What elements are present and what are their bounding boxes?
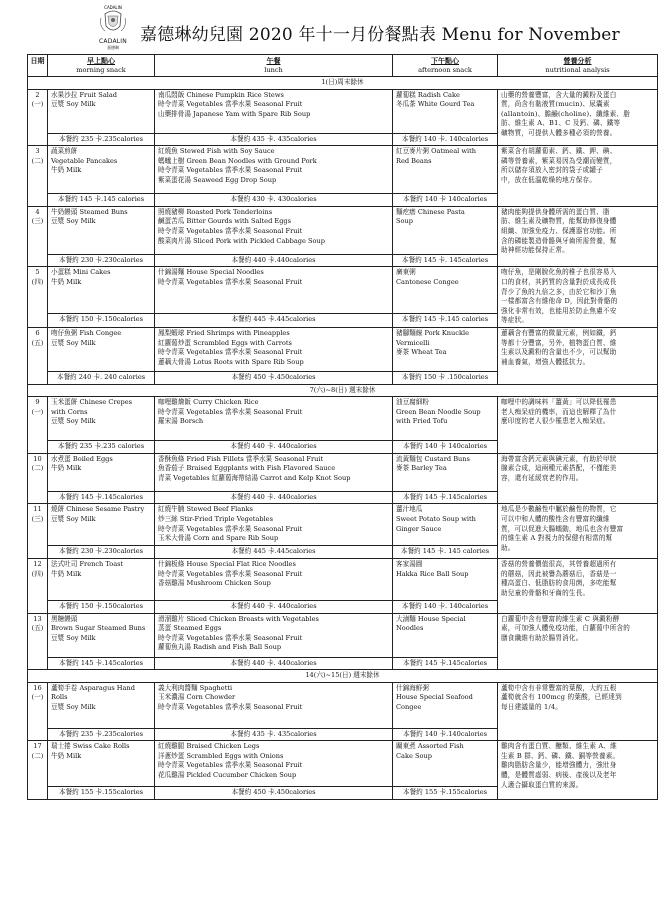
day-cell — [28, 453, 48, 504]
morning-calories: 本餐約 240 卡. 240 calories — [48, 371, 155, 384]
lunch-cell — [155, 397, 393, 441]
lunch-item: 玉米大骨湯 Corn and Spare Rib Soup — [158, 534, 279, 543]
week-separator-row — [28, 77, 658, 90]
morning-calories: 本餐約 235 卡.235 calories — [48, 441, 155, 454]
lunch-item: 時令青菜 Vegetables 當季水果 Seasonal Fruit — [158, 569, 303, 578]
lunch-cell — [155, 206, 393, 254]
morning-item: 豆漿 Soy Milk — [51, 217, 96, 226]
day-date: 4 — [35, 207, 40, 216]
day-row — [28, 206, 658, 254]
lunch-item: 紅燒牛腩 Stewed Beef Flanks — [158, 505, 253, 514]
morning-calories: 本餐約 235 卡.235calories — [48, 728, 155, 741]
day-row — [28, 558, 658, 600]
lunch-item: 香菇雞湯 Mushroom Chicken Soup — [158, 579, 271, 588]
nutrition-line: 組織、加強免疫力、保護器官功能。所 — [501, 226, 617, 235]
afternoon-item: 流黃麵包 Custard Buns — [396, 454, 470, 463]
logo-subtext: 嘉德琳 — [107, 45, 119, 50]
day-date: 13 — [33, 614, 42, 623]
page-title: 嘉德琳幼兒園 2020 年十一月份餐點表 Menu for November — [140, 25, 620, 45]
nutrition-line: 可以中和人體的酸性含有豐富的纖維 — [501, 514, 610, 523]
lunch-item: 時令青菜 Vegetables 當季水果 Seasonal Fruit — [158, 633, 303, 642]
lunch-calories: 本餐約 440 卡. 440calories — [155, 441, 393, 454]
nutrition-line: 中，放在低溫乾燥的地方保存。 — [501, 175, 597, 184]
morning-item: 牛奶饅頭 Steamed Buns — [51, 207, 128, 216]
lunch-item: 螞蟻上樹 Green Bean Noodles with Ground Pork — [158, 156, 317, 165]
morning-snack-cell — [48, 327, 155, 371]
morning-item: 黑糖饅頭 — [51, 614, 78, 623]
lunch-item: 時令青菜 Vegetables 當季水果 Seasonal Fruit — [158, 100, 303, 109]
lunch-item: 紅燒雞腿 Braised Chicken Legs — [158, 742, 260, 751]
nutrition-line: 生素 B 群、鈣、磷、鐵、銅等營養素。 — [501, 751, 620, 760]
day-row — [28, 453, 658, 491]
afternoon-item: 蘿蔔糕 Radish Cake — [396, 90, 460, 99]
afternoon-calories: 本餐約 140 卡. 140calories — [393, 133, 498, 146]
nutrition-cell — [498, 267, 658, 328]
nutrition-line: 吻仔魚，是剛脫化魚的稚子也很容易入 — [501, 268, 617, 277]
day-row — [28, 397, 658, 441]
morning-item: 豆漿 Soy Milk — [51, 417, 96, 426]
lunch-item: 香酥魚條 Fried Fish Fillets 當季水果 Seasonal Fruit — [158, 454, 324, 463]
lunch-item: 照燒豬柳 Roasted Pork Tenderloins — [158, 207, 273, 216]
nutrition-line: 麼印度的老人很少罹患老人痴呆症。 — [501, 417, 610, 426]
nutrition-cell — [498, 327, 658, 384]
afternoon-item: Ginger Sauce — [396, 524, 442, 533]
nutrition-line: 口的食材，其鈣質的含量對於成長成長 — [501, 277, 617, 286]
nutrition-line: 助神經功能保持正常。 — [501, 246, 569, 255]
nutrition-line: 咖哩中的調味料「薑黃」可以降低罹患 — [501, 398, 617, 407]
lunch-item: 炒三絲 Stir-Fried Triple Vegetables — [158, 514, 273, 523]
day-cell — [28, 146, 48, 207]
day-cell — [28, 89, 48, 146]
afternoon-item: 麥茶 Wheat Tea — [396, 348, 447, 357]
nutrition-line: 蓮藕含有豐富的微量元素，例如鐵，鈣 — [501, 328, 617, 337]
nutrition-line: 礦物質，可提供人體多種必須的營養。 — [501, 128, 617, 137]
header-row — [28, 55, 658, 77]
lunch-cell — [155, 682, 393, 728]
lunch-item: 洋蔥炒蛋 Scrambled Eggs with Onions — [158, 751, 284, 760]
nutrition-line: 體，是體質虛弱、病後、產後以及老年 — [501, 771, 617, 780]
morning-snack-cell — [48, 504, 155, 546]
lunch-cell — [155, 504, 393, 546]
day-date: 3 — [35, 147, 40, 156]
lunch-item: 義大利肉醬麵 Spaghetti — [158, 683, 233, 692]
nutrition-cell — [498, 397, 658, 454]
lunch-item: 紫菜蛋花湯 Seaweed Egg Drop Soup — [158, 175, 277, 184]
morning-item: 水果沙拉 Fruit Salad — [51, 90, 118, 99]
nutrition-line: 老人痴呆症的機率，而這也解釋了為什 — [501, 407, 617, 416]
nutrition-line: 含的磷能製造骨骼與牙齒所需營養，幫 — [501, 236, 617, 245]
lunch-item: 紅燒魚 Stewed Fish with Soy Sauce — [158, 147, 275, 156]
afternoon-item: Cantonese Congee — [396, 277, 459, 286]
lunch-calories: 本餐約 450 卡.450calories — [155, 371, 393, 384]
afternoon-calories: 本餐約 140 卡.140calories — [393, 728, 498, 741]
day-weekday: (五) — [31, 338, 44, 347]
day-date: 10 — [33, 454, 42, 463]
afternoon-item: 廣東粥 — [396, 268, 416, 277]
nutrition-line: 所以儲存須放入密封的袋子或罐子 — [501, 166, 603, 175]
lunch-item: 時令青菜 Vegetables 當季水果 Seasonal Fruit — [158, 524, 303, 533]
day-cell — [28, 741, 48, 800]
morning-item: Vegetable Pancakes — [51, 156, 118, 165]
day-row — [28, 327, 658, 371]
nutrition-line: 助兒童的骨骼和牙齒的生長。 — [501, 588, 590, 597]
morning-snack-cell — [48, 89, 155, 133]
nutrition-line: 山藥的營養豐富，含大量的澱粉及蛋白 — [501, 90, 617, 99]
logo-brand: CADALIN — [99, 38, 127, 45]
afternoon-item: 大滷麵 House Special — [396, 614, 466, 623]
nutrition-line: 生素以及澱粉的含量也不少，可以幫助 — [501, 348, 617, 357]
afternoon-snack-cell — [393, 504, 498, 546]
morning-calories: 本餐約 145 卡.145 calories — [48, 194, 155, 207]
afternoon-snack-cell — [393, 397, 498, 441]
morning-item: 豆漿 Soy Milk — [51, 100, 96, 109]
afternoon-snack-cell — [393, 613, 498, 657]
afternoon-item: with Fried Tofu — [396, 417, 448, 426]
lunch-item: 南瓜悶飯 Chinese Pumpkin Rice Stews — [158, 90, 284, 99]
lunch-calories: 本餐約 445 卡.445calories — [155, 313, 393, 327]
afternoon-item: Sweet Potato Soup with — [396, 514, 476, 523]
lunch-item: 時令青菜 Vegetables 當季水果 Seasonal Fruit — [158, 226, 303, 235]
morning-item: 吻仔魚粥 Fish Congee — [51, 328, 122, 337]
lunch-calories: 本餐約 445 卡.445calories — [155, 546, 393, 559]
nutrition-line: 肪、維生素及礦物質，能幫助修復身體 — [501, 217, 617, 226]
lunch-item: 紅蘿蔔炒蛋 Scrambled Eggs with Carrots — [158, 338, 292, 347]
morning-snack-cell — [48, 558, 155, 600]
nutrition-cell — [498, 558, 658, 613]
morning-item: 法式吐司 French Toast — [51, 559, 124, 568]
nutrition-cell — [498, 504, 658, 559]
lunch-calories: 本餐約 435 卡. 435calories — [155, 133, 393, 146]
lunch-cell — [155, 613, 393, 657]
nutrition-line: 一樣都富含有維他命 D，因此對骨骼的 — [501, 297, 618, 306]
day-row — [28, 613, 658, 657]
lunch-item: 時令青菜 Vegetables 當季水果 Seasonal Fruit — [158, 277, 303, 286]
day-weekday: (三) — [31, 514, 44, 523]
logo-top-text: CADALIN — [104, 5, 122, 10]
nutrition-line: 白蘿蔔中含有豐富的維生素 C 與澱粉酵 — [501, 614, 620, 623]
afternoon-item: Hakka Rice Ball Soup — [396, 569, 469, 578]
afternoon-item: 麥茶 Barley Tea — [396, 464, 447, 473]
lunch-item: 酸菜肉片湯 Sliced Pork with Pickled Cabbage Soup — [158, 236, 325, 245]
week-separator-row — [28, 670, 658, 683]
morning-item: 蘆筍手卷 Asparagus Hand — [51, 683, 135, 692]
afternoon-snack-cell — [393, 682, 498, 728]
nutrition-line: 等症狀。 — [501, 316, 529, 325]
lunch-item: 時令青菜 Vegetables 當季水果 Seasonal Fruit — [158, 407, 303, 416]
nutrition-line: 每日建議量的 1/4。 — [501, 702, 563, 711]
lunch-item: 滑溜雞片 Sliced Chicken Breasts with Vegetables — [158, 614, 319, 623]
morning-item: 燒餅 Chinese Sesame Pastry — [51, 505, 145, 514]
morning-item: 水煮蛋 Boiled Eggs — [51, 454, 113, 463]
day-weekday: (二) — [31, 464, 44, 473]
nutrition-line: 雞肉脂肪含量少，能增強體力，強壯身 — [501, 761, 617, 770]
nutrition-line: 磷等營養素，紫菜易因為受潮而變質， — [501, 156, 617, 165]
afternoon-calories: 本餐約 155 卡.155calories — [393, 787, 498, 800]
morning-snack-cell — [48, 682, 155, 728]
morning-item: 瑞士捲 Swiss Cake Rolls — [51, 742, 130, 751]
day-cell — [28, 397, 48, 454]
nutrition-cell — [498, 206, 658, 267]
lunch-calories: 本餐約 430 卡. 430calories — [155, 194, 393, 207]
nutrition-line: 種高蛋白、低脂肪的食用菌，多吃能幫 — [501, 579, 617, 588]
lunch-item: 花瓜雞湯 Pickled Cucumber Chicken Soup — [158, 771, 297, 780]
morning-header: 早上點心 morning snack — [48, 55, 155, 77]
lunch-calories: 本餐約 440 卡. 440calories — [155, 657, 393, 670]
nutrition-line: 豬肉能夠提供身體所需的蛋白質、脂 — [501, 207, 610, 216]
day-weekday: (二) — [31, 751, 44, 760]
afternoon-calories: 本餐約 145 卡.145 calories — [393, 313, 498, 327]
nutrition-line: 助。 — [501, 543, 515, 552]
afternoon-calories: 本餐約 150 卡 .150calories — [393, 371, 498, 384]
day-cell — [28, 682, 48, 741]
lunch-item: 時令青菜 Vegetables 當季水果 Seasonal Fruit — [158, 761, 303, 770]
lunch-item: 蘿蔔魚丸湯 Radish and Fish Ball Soup — [158, 643, 282, 652]
morning-item: 蔬菜煎餅 — [51, 147, 78, 156]
morning-calories: 本餐約 155 卡.155calories — [48, 787, 155, 800]
nutrition-line: 背少了魚的九倍之多，由於它和沙丁魚 — [501, 287, 617, 296]
lunch-header: 午餐 lunch — [155, 55, 393, 77]
afternoon-calories: 本餐約 145 卡.145calories — [393, 657, 498, 670]
lunch-item: 時令青菜 Vegetables 當季水果 Seasonal Fruit — [158, 348, 303, 357]
day-weekday: (一) — [31, 100, 44, 109]
afternoon-item: Congee — [396, 702, 422, 711]
morning-calories: 本餐約 230 卡.230calories — [48, 546, 155, 559]
afternoon-snack-cell — [393, 558, 498, 600]
lunch-calories: 本餐約 440 卡.440calories — [155, 254, 393, 267]
afternoon-calories: 本餐約 145 卡. 145 calories — [393, 546, 498, 559]
week-separator: 7(六)~8(日) 週末餘休 — [28, 384, 658, 397]
afternoon-header: 下午點心 afternoon snack — [393, 55, 498, 77]
lunch-cell — [155, 327, 393, 371]
morning-item: with Corns — [51, 407, 88, 416]
nutrition-line: 肪、維生素 A、B1、C 及鈣、磷、鐵等 — [501, 119, 621, 128]
afternoon-snack-cell — [393, 89, 498, 133]
morning-calories: 本餐約 145 卡.145calories — [48, 491, 155, 504]
lunch-item: 時令青菜 Vegetables 當季水果 Seasonal Fruit — [158, 166, 303, 175]
morning-item: Rolls — [51, 693, 68, 702]
afternoon-item: 客家湯圓 — [396, 559, 423, 568]
afternoon-item: Vermicelli — [396, 338, 430, 347]
nutrition-line: 質，尚含有黏液質(mucin)、尿囊素 — [501, 100, 610, 109]
lunch-item: 魚香茄子 Braised Eggplants with Fish Flavored Sauce — [158, 464, 336, 473]
day-date: 5 — [35, 268, 40, 277]
afternoon-calories: 本餐約 145 卡. 145calories — [393, 254, 498, 267]
nutrition-cell — [498, 453, 658, 504]
date-header: 日期 — [28, 55, 48, 77]
day-date: 12 — [33, 559, 42, 568]
lunch-item: 什錦湯麵 House Special Noodles — [158, 268, 264, 277]
day-row — [28, 89, 658, 133]
nutrition-line: 紫菜含有胡蘿蔔素、鈣、鐵、鉀、碘、 — [501, 147, 617, 156]
day-cell — [28, 327, 48, 384]
morning-item: 牛奶 Milk — [51, 166, 82, 175]
morning-calories: 本餐約 145 卡.145calories — [48, 657, 155, 670]
morning-item: Brown Sugar Steamed Buns — [51, 624, 146, 633]
morning-snack-cell — [48, 453, 155, 491]
nutrition-header: 營養分析 nutritional analysis — [498, 55, 658, 77]
morning-item: 玉米蛋餅 Chinese Crepes — [51, 398, 133, 407]
nutrition-line: 膳食纖維有助於腸胃消化。 — [501, 633, 583, 642]
afternoon-item: 油豆腐細粉 — [396, 398, 429, 407]
day-row — [28, 146, 658, 194]
day-cell — [28, 504, 48, 559]
nutrition-line: 強化非常有效，也能用於防止焦慮不安 — [501, 306, 617, 315]
morning-item: 豆漿 Soy Milk — [51, 633, 96, 642]
day-date: 2 — [35, 90, 40, 99]
day-date: 16 — [33, 683, 42, 692]
morning-snack-cell — [48, 613, 155, 657]
day-cell — [28, 613, 48, 670]
menu-table — [27, 54, 658, 800]
lunch-calories: 本餐約 450 卡.450calories — [155, 787, 393, 800]
morning-calories: 本餐約 235 卡.235calories — [48, 133, 155, 146]
week-separator: 14(六)~15(日) 週末餘休 — [28, 670, 658, 683]
nutrition-line: 香菇的營養價值很高，其營養超過所有 — [501, 559, 617, 568]
header — [0, 0, 670, 54]
afternoon-snack-cell — [393, 267, 498, 314]
morning-snack-cell — [48, 397, 155, 441]
afternoon-snack-cell — [393, 453, 498, 491]
morning-calories: 本餐約 230 卡.230calories — [48, 254, 155, 267]
nutrition-line: 蘆筍中含有非常豐富的葉酸，大約五根 — [501, 683, 617, 692]
day-weekday: (四) — [31, 569, 44, 578]
day-weekday: (一) — [31, 693, 44, 702]
afternoon-calories: 本餐約 140 卡. 140calories — [393, 600, 498, 613]
nutrition-line: 蘆筍就含有 100mcg 的葉酸，已經達到 — [501, 693, 622, 702]
afternoon-item: Cake Soup — [396, 751, 432, 760]
day-weekday: (三) — [31, 217, 44, 226]
afternoon-item: 薑汁地瓜 — [396, 505, 423, 514]
morning-snack-cell — [48, 146, 155, 194]
morning-snack-cell — [48, 267, 155, 314]
afternoon-item: Noodles — [396, 624, 424, 633]
morning-calories: 本餐約 150 卡.150calories — [48, 600, 155, 613]
nutrition-line: 的蘑菇，因此被譽為蘑菇后，香菇是一 — [501, 569, 617, 578]
nutrition-cell — [498, 741, 658, 800]
nutrition-line: (allantoin)、膽鹼(choline)、纖維素、脂 — [501, 109, 631, 118]
lunch-cell — [155, 453, 393, 491]
day-date: 11 — [33, 505, 42, 514]
nutrition-line: 質，可以促進大腸蠕動，地瓜也含有豐富 — [501, 524, 624, 533]
morning-item: 牛奶 Milk — [51, 277, 82, 286]
crest-icon — [93, 4, 133, 38]
lunch-item: 什錦板條 House Special Flat Rice Noodles — [158, 559, 296, 568]
lunch-item: 鳳梨蝦球 Fried Shrimps with Pineapples — [158, 328, 290, 337]
nutrition-line: 的維生素 A 對視力的保健有相當的幫 — [501, 534, 613, 543]
lunch-cell — [155, 146, 393, 194]
nutrition-line: 補血養氣，增強人體抵抗力。 — [501, 357, 590, 366]
day-cell — [28, 267, 48, 328]
day-weekday: (一) — [31, 407, 44, 416]
morning-snack-cell — [48, 741, 155, 787]
afternoon-item: Soup — [396, 217, 413, 226]
nutrition-line: 等都十分豐富，另外，植物蛋白質、維 — [501, 338, 617, 347]
nutrition-cell — [498, 613, 658, 670]
lunch-cell — [155, 558, 393, 600]
day-row — [28, 682, 658, 728]
lunch-calories: 本餐約 440 卡. 440calories — [155, 600, 393, 613]
lunch-cell — [155, 741, 393, 787]
nutrition-line: 腺素合成，這兩種元素搭配，不僅能美 — [501, 464, 617, 473]
afternoon-item: 紅豆麥片粥 Oatmeal with — [396, 147, 476, 156]
lunch-item: 時令青菜 Vegetables 當季水果 Seasonal Fruit — [158, 702, 303, 711]
day-row — [28, 504, 658, 546]
day-cell — [28, 206, 48, 267]
nutrition-line: 素，可加強人體免疫功能，白蘿蔔中所含的 — [501, 624, 631, 633]
lunch-item: 青菜 Vegetables 紅蘿蔔海帶結湯 Carrot and Kelp Knot Soup — [158, 473, 351, 482]
afternoon-calories: 本餐約 140 卡 140calories — [393, 441, 498, 454]
morning-snack-cell — [48, 206, 155, 254]
day-weekday: (四) — [31, 277, 44, 286]
afternoon-item: 什錦海鮮粥 — [396, 683, 429, 692]
afternoon-snack-cell — [393, 206, 498, 254]
morning-item: 小蛋糕 Mini Cakes — [51, 268, 111, 277]
nutrition-line: 雞肉含有蛋白質、醣類、維生素 A、維 — [501, 742, 617, 751]
day-weekday: (五) — [31, 624, 44, 633]
lunch-calories: 本餐約 435 卡. 435calories — [155, 728, 393, 741]
nutrition-line: 人適合攝取蛋白質的來源。 — [501, 780, 583, 789]
morning-item: 豆漿 Soy Milk — [51, 702, 96, 711]
day-weekday: (二) — [31, 156, 44, 165]
nutrition-line: 容，還有延緩衰老的作用。 — [501, 473, 583, 482]
lunch-item: 咖哩雞燴飯 Curry Chicken Rice — [158, 398, 259, 407]
day-cell — [28, 558, 48, 613]
morning-item: 牛奶 Milk — [51, 751, 82, 760]
day-date: 17 — [33, 742, 42, 751]
lunch-item: 蒸蛋 Steamed Eggs — [158, 624, 222, 633]
nutrition-line: 海帶富含鈣元素與碘元素，有助於甲狀 — [501, 454, 617, 463]
nutrition-line: 地瓜是少數鹼性中屬於鹼性的物質，它 — [501, 505, 617, 514]
nutrition-cell — [498, 682, 658, 741]
afternoon-item: 豬腳麵線 Pork Knuckle — [396, 328, 469, 337]
day-date: 9 — [35, 398, 40, 407]
day-row — [28, 267, 658, 314]
week-separator: 1(日)周末餘休 — [28, 77, 658, 90]
lunch-item: 羅宋湯 Borsch — [158, 417, 204, 426]
afternoon-snack-cell — [393, 327, 498, 371]
lunch-cell — [155, 89, 393, 133]
afternoon-item: 冬瓜茶 White Gourd Tea — [396, 100, 475, 109]
morning-item: 豆漿 Soy Milk — [51, 338, 96, 347]
morning-calories: 本餐約 150 卡.150calories — [48, 313, 155, 327]
week-separator-row — [28, 384, 658, 397]
afternoon-calories: 本餐約 145 卡.145calories — [393, 491, 498, 504]
afternoon-snack-cell — [393, 741, 498, 787]
day-row — [28, 741, 658, 787]
lunch-item: 玉米濃湯 Corn Chowder — [158, 693, 236, 702]
nutrition-cell — [498, 89, 658, 146]
lunch-item: 蓮藕大骨湯 Lotus Roots with Spare Rib Soup — [158, 357, 304, 366]
afternoon-item: 關東煮 Assorted Fish — [396, 742, 464, 751]
nutrition-cell — [498, 146, 658, 207]
morning-item: 牛奶 Milk — [51, 464, 82, 473]
lunch-item: 山藥排骨湯 Japanese Yam with Spare Rib Soup — [158, 109, 311, 118]
morning-item: 牛奶 Milk — [51, 569, 82, 578]
day-date: 6 — [35, 328, 40, 337]
afternoon-item: 麵疙瘩 Chinese Pasta — [396, 207, 465, 216]
afternoon-calories: 本餐約 140 卡 140calories — [393, 194, 498, 207]
lunch-cell — [155, 267, 393, 314]
afternoon-snack-cell — [393, 146, 498, 194]
afternoon-item: House Special Seafood — [396, 693, 473, 702]
morning-item: 豆漿 Soy Milk — [51, 514, 96, 523]
afternoon-item: Red Beans — [396, 156, 432, 165]
afternoon-item: Green Bean Noodle Soup — [396, 407, 481, 416]
school-logo — [93, 4, 133, 50]
lunch-item: 鹹蛋苦瓜 Bitter Gourds with Salted Eggs — [158, 217, 292, 226]
lunch-calories: 本餐約 440 卡. 440calories — [155, 491, 393, 504]
